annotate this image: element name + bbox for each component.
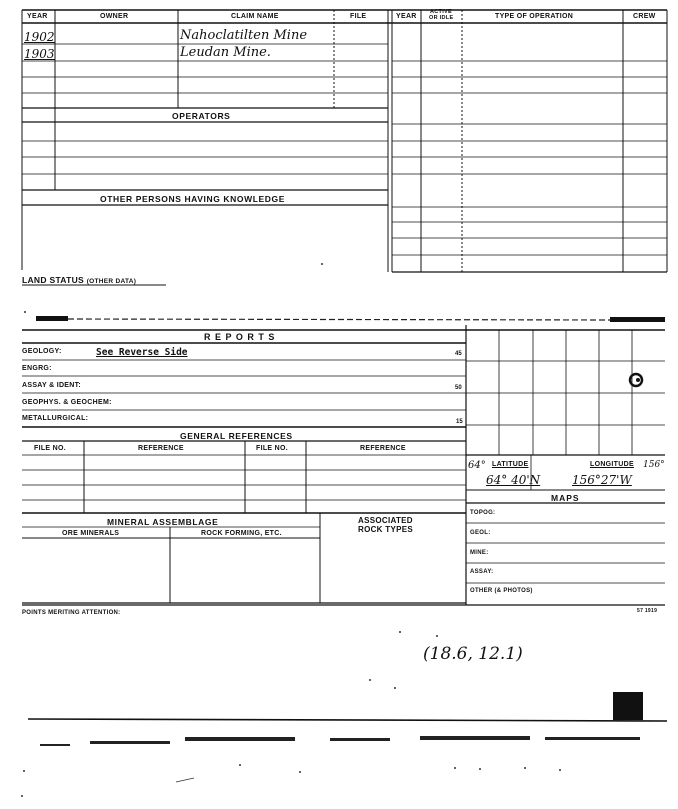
gr-header-reference-1: REFERENCE [138, 445, 184, 452]
report-code-metallurgical: 15 [456, 419, 463, 425]
header-or-idle: OR IDLE [429, 15, 454, 21]
maps-row-geol: GEOL: [470, 530, 491, 536]
maps-label: MAPS [551, 493, 580, 503]
operators-label: OPERATORS [172, 111, 231, 121]
points-meriting-attention: POINTS MERITING ATTENTION: [22, 610, 121, 616]
longitude-value: 156°27'W [572, 473, 632, 487]
header-claim-name: CLAIM NAME [231, 13, 279, 20]
header-crew: CREW [633, 13, 656, 20]
row-1-claim-name: Nahoclatilten Mine [180, 28, 308, 43]
general-references-title: GENERAL REFERENCES [180, 431, 293, 441]
gr-header-file-no-1: FILE NO. [34, 445, 66, 452]
land-status-title: LAND STATUS [22, 275, 85, 285]
report-label-geophys: GEOPHYS. & GEOCHEM: [22, 399, 112, 406]
header-type-of-operation: TYPE OF OPERATION [495, 13, 574, 20]
maps-row-assay: ASSAY: [470, 569, 494, 575]
mineral-assemblage-title: MINERAL ASSEMBLAGE [107, 517, 219, 527]
coordinates-note: (18.6, 12.1) [423, 644, 523, 664]
maps-row-mine: MINE: [470, 550, 489, 556]
report-value-geology: See Reverse Side [96, 347, 188, 358]
header-owner: OWNER [100, 13, 129, 20]
land-status-label [22, 275, 136, 287]
latitude-label: LATITUDE [492, 461, 529, 468]
report-label-engrg: ENGRG: [22, 365, 52, 372]
ore-minerals-label: ORE MINERALS [62, 530, 120, 537]
rock-types-label: ROCK TYPES [358, 525, 414, 534]
lon-suffix: 156° [643, 460, 665, 470]
gr-header-reference-2: REFERENCE [360, 445, 406, 452]
report-label-metallurgical: METALLURGICAL: [22, 415, 89, 422]
report-label-geology: GEOLOGY: [22, 348, 62, 355]
rock-forming-label: ROCK FORMING, ETC. [201, 530, 282, 537]
row-1-year: 1902 [24, 30, 55, 44]
header-file: FILE [350, 13, 367, 20]
header-active: ACTIVE [430, 9, 452, 15]
report-code-assay: 50 [455, 385, 462, 391]
report-code-geology: 45 [455, 351, 462, 357]
associated-label: ASSOCIATED [358, 516, 413, 525]
form-code: 57 1919 [637, 608, 658, 614]
gr-header-file-no-2: FILE NO. [256, 445, 288, 452]
row-2-claim-name: Leudan Mine. [180, 45, 271, 60]
latitude-value: 64° 40'N [486, 473, 541, 487]
report-label-assay: ASSAY & IDENT: [22, 382, 82, 389]
maps-row-topog: TOPOG: [470, 510, 496, 516]
land-status-sub: (OTHER DATA) [86, 278, 137, 285]
longitude-label: LONGITUDE [590, 461, 634, 468]
lat-prefix: 64° [468, 460, 486, 471]
reports-title: R E P O R T S [204, 332, 276, 342]
other-persons-label: OTHER PERSONS HAVING KNOWLEDGE [100, 194, 286, 204]
row-2-year: 1903 [24, 47, 55, 61]
header-year-2: YEAR [396, 13, 417, 20]
maps-row-other: OTHER (& PHOTOS) [470, 588, 533, 594]
header-year: YEAR [27, 13, 48, 20]
